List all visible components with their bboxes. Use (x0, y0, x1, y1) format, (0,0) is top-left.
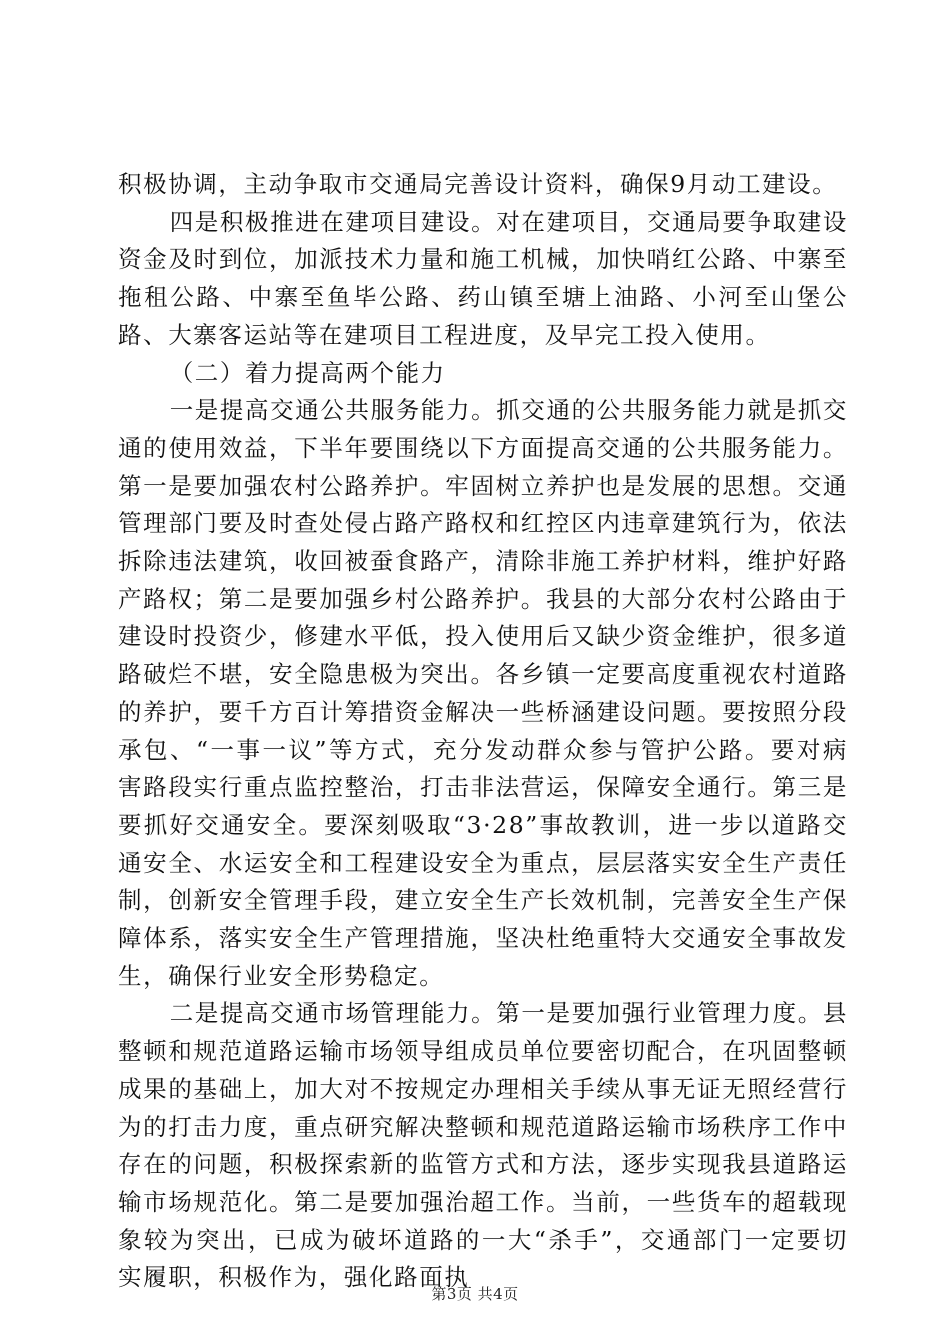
paragraph-continuation: 积极协调，主动争取市交通局完善设计资料，确保9月动工建设。 (118, 170, 838, 198)
document-body (118, 166, 848, 1297)
paragraph-market-management: 二是提高交通市场管理能力。第一是要加强行业管理力度。县整顿和规范道路运输市场领导组成员单位要密切配合，在巩固整顿成果的基础上，加大对不按规定办理相关手续从事无证无照经营行为的打击力度，重点研究解决整顿和规范道路运输市场秩序工作中存在的问题，积极探索新的监管方式和方法，逐步实现我县道路运输市场规范化。第二是要加强治超工作。当前，一些货车的超载现象较为突出，已成为破坏道路的一大“杀手”，交通部门一定要切实履职，积极作为，强化路面执 (118, 999, 848, 1292)
paragraph-item-four: 四是积极推进在建项目建设。对在建项目，交通局要争取建设资金及时到位，加派技术力量和施工机械，加快哨红公路、中寨至拖租公路、中寨至鱼毕公路、药山镇至塘上油路、小河至山堡公路、大寨客运站等在建项目工程进度，及早完工投入使用。 (118, 207, 848, 349)
page-footer: 第3页 共4页 (431, 1285, 519, 1303)
section-heading-two: （二）着力提高两个能力 (169, 358, 446, 387)
paragraph-public-service: 一是提高交通公共服务能力。抓交通的公共服务能力就是抓交通的使用效益，下半年要围绕以下方面提高交通的公共服务能力。第一是要加强农村公路养护。牢固树立养护也是发展的思想。交通管理部门要及时查处侵占路产路权和红控区内违章建筑行为，依法拆除违法建筑，收回被蚕食路产，清除非施工养护材料，维护好路产路权；第二是要加强乡村公路养护。我县的大部分农村公路由于建设时投资少，修建水平低，投入使用后又缺少资金维护，很多道路破烂不堪，安全隐患极为突出。各乡镇一定要高度重视农村道路的养护，要千方百计筹措资金解决一些桥涵建设问题。要按照分段承包、“一事一议”等方式，充分发动群众参与管护公路。要对病害路段实行重点监控整治，打击非法营运，保障安全通行。第三是要抓好交通安全。要深刻吸取“3·28”事故教训，进一步以道路交通安全、水运安全和工程建设安全为重点，层层落实安全生产责任制，创新安全管理手段，建立安全生产长效机制，完善安全生产保障体系，落实安全生产管理措施，坚决杜绝重特大交通安全事故发生，确保行业安全形势稳定。 (118, 396, 848, 990)
